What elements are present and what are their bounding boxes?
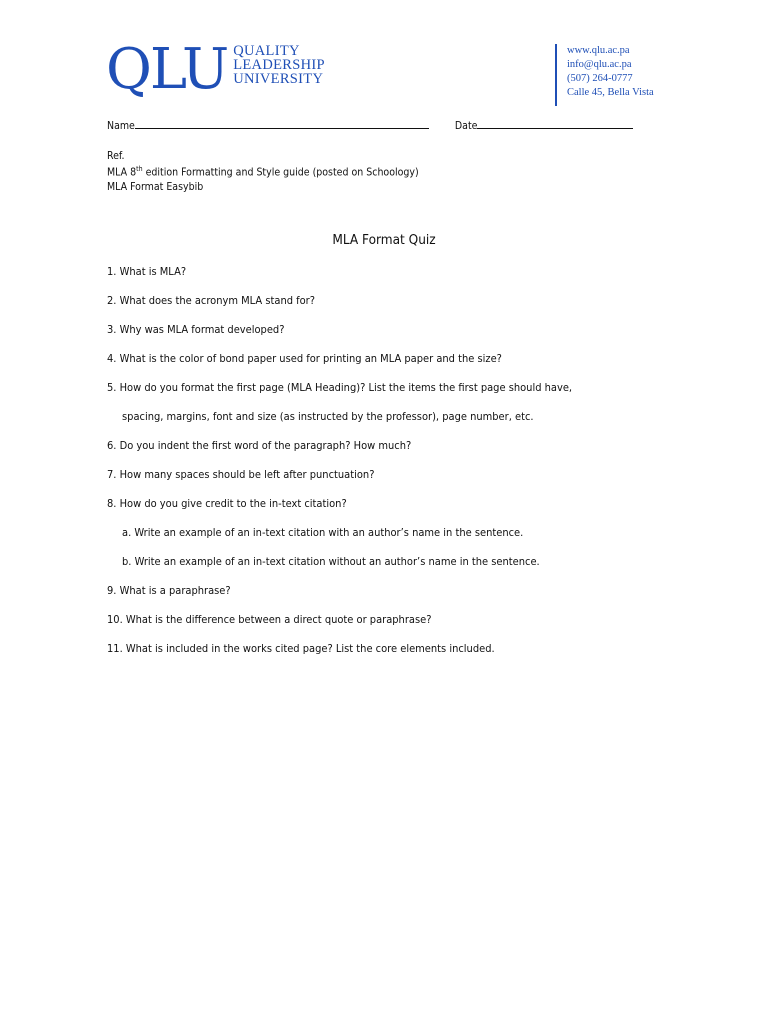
- ref-line-1-prefix: MLA 8: [107, 166, 137, 179]
- question-5-continued: spacing, margins, font and size (as instructed by the professor), page number, etc.: [122, 410, 534, 423]
- question-11: 11. What is included in the works cited page? List the core elements included.: [107, 642, 495, 655]
- question-5: 5. How do you format the first page (MLA Heading)? List the items the first page should have,: [107, 381, 573, 394]
- question-8b: b. Write an example of an in-text citation without an author’s name in the sentence.: [122, 555, 540, 568]
- question-7: 7. How many spaces should be left after punctuation?: [107, 468, 375, 481]
- question-9: 9. What is a paraphrase?: [107, 584, 231, 597]
- question-1: 1. What is MLA?: [107, 265, 187, 278]
- ref-line-1-suffix: edition Formatting and Style guide (posted on Schoology): [142, 166, 419, 179]
- page-title: MLA Format Quiz: [332, 232, 436, 248]
- question-4: 4. What is the color of bond paper used for printing an MLA paper and the size?: [107, 352, 502, 365]
- ref-line-2: MLA Format Easybib: [107, 181, 204, 193]
- contact-email: info@qlu.ac.pa: [567, 59, 632, 70]
- contact-website: www.qlu.ac.pa: [567, 45, 630, 56]
- ref-line-1: [107, 165, 419, 179]
- ref-line-1-sup: th: [136, 165, 143, 173]
- ref-label: Ref.: [107, 150, 125, 162]
- question-2: 2. What does the acronym MLA stand for?: [107, 294, 315, 307]
- date-label: Date: [454, 120, 478, 132]
- name-label: Name: [107, 120, 135, 132]
- logo-line-leadership: LEADERSHIP: [233, 57, 325, 73]
- logo-line-quality: QUALITY: [233, 43, 300, 59]
- question-10: 10. What is the difference between a direct quote or paraphrase?: [107, 613, 432, 626]
- logo-wordmark: [233, 44, 325, 86]
- question-8a: a. Write an example of an in-text citation with an author’s name in the sentence.: [122, 526, 524, 539]
- contact-address: Calle 45, Bella Vista: [567, 87, 654, 98]
- university-logo: [106, 37, 325, 104]
- question-8: 8. How do you give credit to the in-text citation?: [107, 497, 347, 510]
- contact-block: [555, 44, 654, 106]
- logo-line-university: UNIVERSITY: [233, 71, 324, 87]
- contact-phone: (507) 264-0777: [567, 73, 633, 84]
- name-date-row: [107, 118, 633, 132]
- logo-mark: QLU: [106, 37, 228, 102]
- question-3: 3. Why was MLA format developed?: [107, 323, 285, 336]
- question-6: 6. Do you indent the first word of the paragraph? How much?: [107, 439, 412, 452]
- date-blank: [477, 118, 633, 129]
- letterhead: [106, 37, 666, 114]
- name-blank: [135, 118, 429, 129]
